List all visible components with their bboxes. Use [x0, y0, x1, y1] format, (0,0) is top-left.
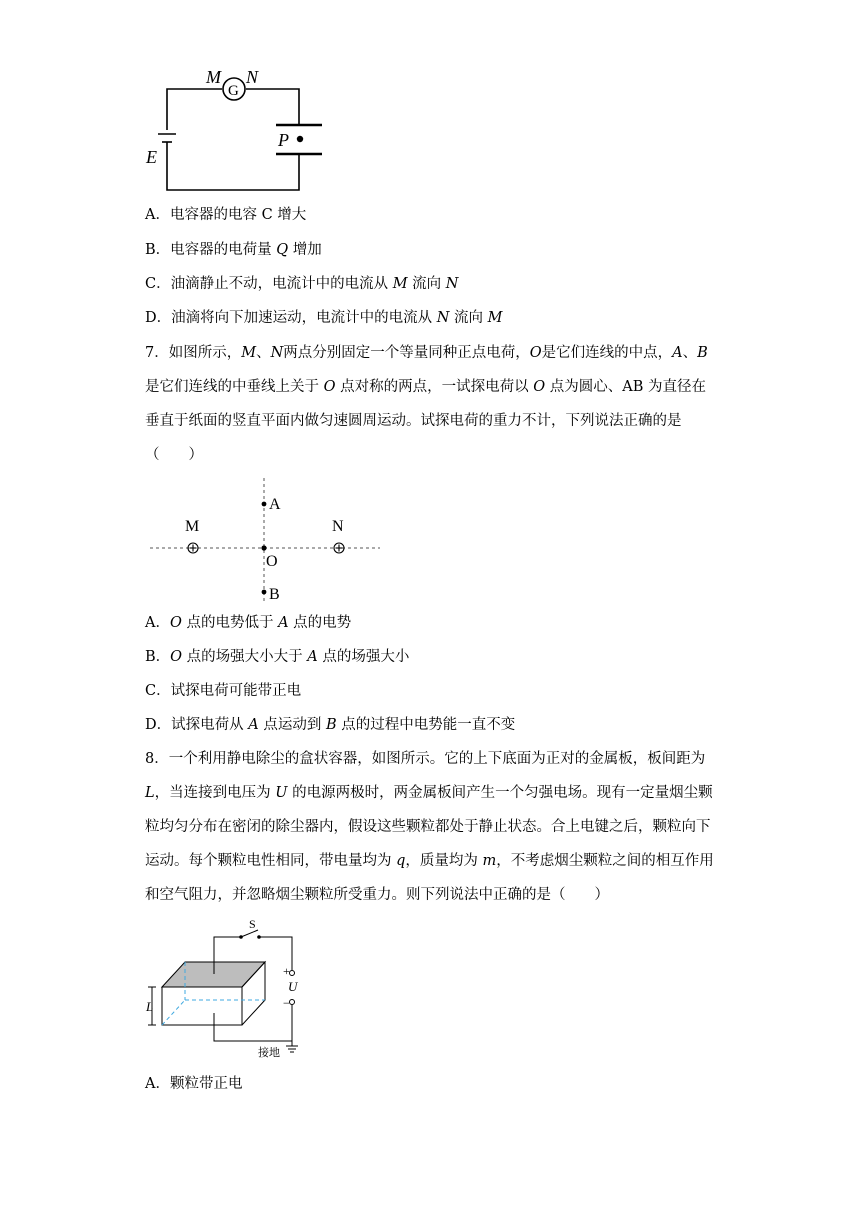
circuit-figure — [140, 62, 340, 197]
q8-stem: 8．一个利用静电除尘的盒状容器，如图所示。它的上下底面为正对的金属板，板间距为 L，当连接到电压为 U 的电源两极时，两金属板间产生一个匀强电场。现有一定量烟尘颗粒均匀分布在密闭的除尘器内，假设这些颗粒都处于静止状态。合上电键之后，颗粒向下运动。每个颗粒电性相同，带电量均为 q，质量均为 m，不考虑烟尘颗粒之间的相互作用和空气阻力，并忽略烟尘颗粒所受重力。则下列说法中正确的是（ ） — [145, 751, 714, 903]
label-M: M — [206, 67, 221, 87]
label-N: N — [246, 67, 259, 87]
oil-drop — [297, 136, 303, 142]
distance-label: L — [146, 999, 154, 1014]
q6-option-d: D．油滴将向下加速运动，电流计中的电流从 N 流向 M — [145, 310, 503, 326]
fig-label-B: B — [269, 586, 280, 603]
label-E: E — [146, 147, 157, 167]
q8-option-a: A．颗粒带正电 — [145, 1076, 243, 1092]
plus-label: + — [283, 964, 290, 978]
q6-option-a: A．电容器的电容 C 增大 — [145, 207, 307, 223]
switch-label: S — [249, 917, 256, 931]
q7-option-b: B．O 点的场强大小大于 A 点的场强大小 — [145, 649, 410, 665]
fig-label-O: O — [266, 553, 278, 570]
q7-option-d: D．试探电荷从 A 点运动到 B 点的过程中电势能一直不变 — [145, 717, 516, 733]
fig-label-N: N — [332, 518, 344, 535]
q7-option-a: A．O 点的电势低于 A 点的电势 — [145, 615, 352, 631]
q6-option-c: C．油滴静止不动，电流计中的电流从 M 流向 N — [145, 276, 459, 292]
ground-label: 接地 — [258, 1047, 280, 1059]
charges-figure — [145, 474, 385, 609]
fig-label-A: A — [269, 496, 281, 513]
q6-option-b: B．电容器的电荷量 Q 增加 — [145, 242, 322, 258]
fig-label-M: M — [185, 518, 200, 535]
q7-option-c: C．试探电荷可能带正电 — [145, 683, 302, 699]
minus-label: − — [283, 996, 290, 1010]
dust-collector-figure — [140, 915, 320, 1060]
voltage-label: U — [288, 979, 298, 994]
q7-stem: 7．如图所示，M、N两点分别固定一个等量同种正点电荷，O是它们连线的中点，A、B是它们连线的中垂线上关于 O 点对称的两点，一试探电荷以 O 点为圆心、AB 为直径在垂直于纸面的竖直平面内做匀速圆周运动。试探电荷的重力不计，下列说法正确的是（ ） — [145, 345, 708, 463]
label-P: P — [278, 130, 289, 150]
galvanometer-label: G — [228, 83, 239, 99]
